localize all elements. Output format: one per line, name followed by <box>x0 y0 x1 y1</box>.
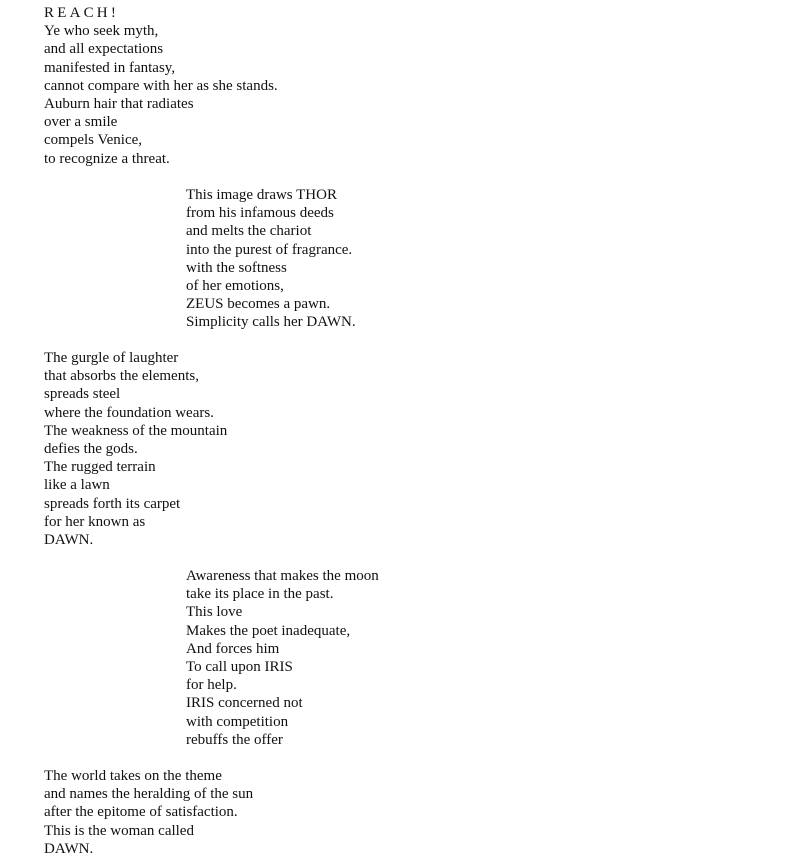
poem-line: cannot compare with her as she stands. <box>44 77 278 94</box>
poem-line: And forces him <box>186 640 280 657</box>
poem-line: Makes the poet inadequate, <box>186 622 351 639</box>
poem-line: Awareness that makes the moon <box>186 568 379 584</box>
poem-line: Simplicity calls her DAWN. <box>186 314 356 331</box>
poem-line: Ye who seek myth, <box>44 23 159 40</box>
poem-line: IRIS concerned not <box>186 695 303 712</box>
poem-title: REACH! <box>44 5 120 21</box>
poem-line: like a lawn <box>44 477 110 494</box>
poem-line: spreads steel <box>44 386 121 403</box>
poem-line: from his infamous deeds <box>186 205 334 222</box>
poem-line: Auburn hair that radiates <box>44 95 194 112</box>
poem-line: The gurgle of laughter <box>44 350 179 366</box>
poem-line: manifested in fantasy, <box>44 59 176 76</box>
poem-line: defies the gods. <box>44 440 138 457</box>
poem-line: for her known as <box>44 513 146 530</box>
poem-line: that absorbs the elements, <box>44 368 199 385</box>
poem-line: rebuffs the offer <box>186 731 283 748</box>
poem-line: after the epitome of satisfaction. <box>44 804 238 821</box>
stanza-4 <box>186 567 379 749</box>
poem-line: and melts the chariot <box>186 223 312 240</box>
poem-line: into the purest of fragrance. <box>186 241 353 258</box>
poem-line: This is the woman called <box>44 822 194 839</box>
poem-line: This image draws THOR <box>186 187 337 203</box>
stanza-1 <box>44 4 278 168</box>
stanza-5 <box>44 767 253 858</box>
poem-line: of her emotions, <box>186 277 284 294</box>
poem-line: compels Venice, <box>44 132 143 149</box>
poem-line: with the softness <box>186 259 287 276</box>
stanza-3 <box>44 349 227 549</box>
poem-line: to recognize a threat. <box>44 150 170 167</box>
poem-line: The rugged terrain <box>44 459 156 476</box>
poem-line: spreads forth its carpet <box>44 495 181 512</box>
poem-line: with competition <box>186 713 289 730</box>
poem-line: DAWN. <box>44 840 94 857</box>
poem-line: ZEUS becomes a pawn. <box>186 296 331 313</box>
poem-line: where the foundation wears. <box>44 404 214 421</box>
poem-line: over a smile <box>44 114 118 131</box>
poem-line: for help. <box>186 677 237 694</box>
poem-line: The world takes on the theme <box>44 768 222 784</box>
poem-line: DAWN. <box>44 531 94 548</box>
stanza-2 <box>186 186 356 332</box>
poem-line: The weakness of the mountain <box>44 422 228 439</box>
poem-line: take its place in the past. <box>186 586 334 603</box>
poem-line: To call upon IRIS <box>186 658 293 675</box>
poem-line: and all expectations <box>44 41 164 58</box>
poem-line: This love <box>186 604 243 621</box>
poem-line: and names the heralding of the sun <box>44 786 254 803</box>
